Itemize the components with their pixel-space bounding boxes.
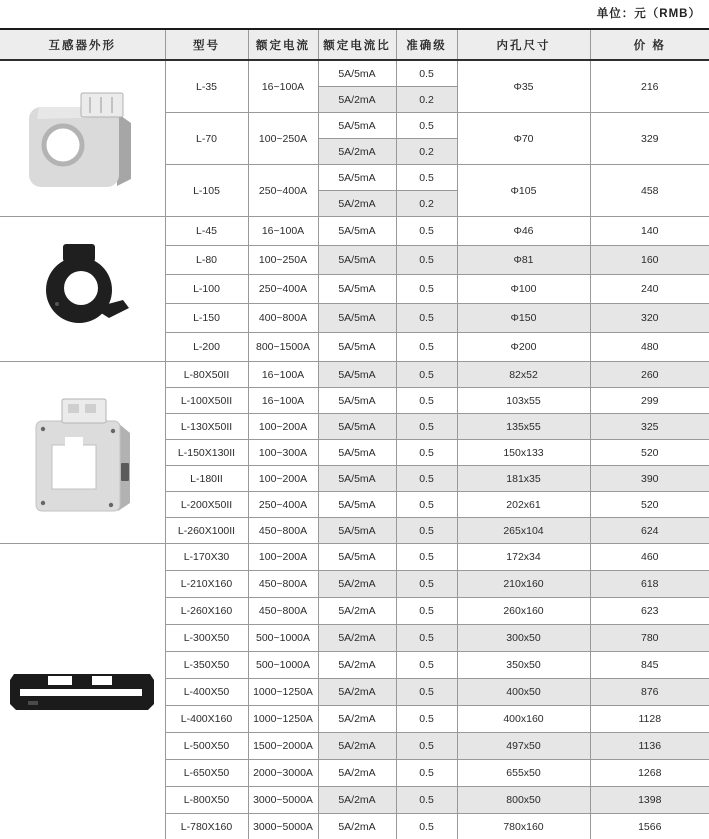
accuracy-cell: 0.5 — [396, 518, 457, 544]
current-cell: 800~1500A — [248, 333, 318, 362]
model-cell: L-210X160 — [165, 571, 248, 598]
bar-ct-image — [8, 660, 156, 722]
accuracy-cell: 0.5 — [396, 414, 457, 440]
accuracy-cell: 0.5 — [396, 814, 457, 839]
price-cell: 845 — [590, 652, 709, 679]
current-cell: 100~250A — [248, 246, 318, 275]
hole-size-cell: 800x50 — [457, 787, 590, 814]
model-cell: L-130X50II — [165, 414, 248, 440]
ratio-cell: 5A/5mA — [318, 333, 396, 362]
col-header-price: 价 格 — [590, 29, 709, 60]
hole-size-cell: 400x50 — [457, 679, 590, 706]
ratio-cell: 5A/5mA — [318, 492, 396, 518]
accuracy-cell: 0.5 — [396, 760, 457, 787]
ratio-cell: 5A/2mA — [318, 814, 396, 839]
current-cell: 100~200A — [248, 544, 318, 571]
model-cell: L-650X50 — [165, 760, 248, 787]
accuracy-cell: 0.5 — [396, 598, 457, 625]
price-cell: 320 — [590, 304, 709, 333]
accuracy-cell: 0.5 — [396, 333, 457, 362]
ratio-cell: 5A/2mA — [318, 87, 396, 113]
ratio-cell: 5A/5mA — [318, 518, 396, 544]
current-cell: 16~100A — [248, 388, 318, 414]
price-cell: 240 — [590, 275, 709, 304]
accuracy-cell: 0.5 — [396, 466, 457, 492]
current-cell: 3000~5000A — [248, 814, 318, 839]
hole-size-cell: Φ100 — [457, 275, 590, 304]
ratio-cell: 5A/2mA — [318, 760, 396, 787]
current-cell: 400~800A — [248, 304, 318, 333]
model-cell: L-350X50 — [165, 652, 248, 679]
current-cell: 3000~5000A — [248, 787, 318, 814]
ratio-cell: 5A/2mA — [318, 679, 396, 706]
ratio-cell: 5A/5mA — [318, 304, 396, 333]
hole-size-cell: Φ35 — [457, 60, 590, 113]
ratio-cell: 5A/5mA — [318, 414, 396, 440]
table-row — [0, 362, 709, 388]
ratio-cell: 5A/5mA — [318, 165, 396, 191]
hole-size-cell: 150x133 — [457, 440, 590, 466]
ratio-cell: 5A/2mA — [318, 571, 396, 598]
ratio-cell: 5A/2mA — [318, 625, 396, 652]
hole-size-cell: 400x160 — [457, 706, 590, 733]
table-row — [0, 544, 709, 571]
hole-size-cell: 82x52 — [457, 362, 590, 388]
price-cell: 460 — [590, 544, 709, 571]
ratio-cell: 5A/5mA — [318, 544, 396, 571]
current-cell: 100~200A — [248, 414, 318, 440]
price-cell: 624 — [590, 518, 709, 544]
hole-size-cell: Φ150 — [457, 304, 590, 333]
model-cell: L-105 — [165, 165, 248, 217]
price-cell: 299 — [590, 388, 709, 414]
price-cell: 1136 — [590, 733, 709, 760]
accuracy-cell: 0.5 — [396, 440, 457, 466]
window-ct-image — [22, 387, 142, 515]
current-cell: 450~800A — [248, 571, 318, 598]
header-row — [0, 29, 709, 60]
hole-size-cell: 103x55 — [457, 388, 590, 414]
current-cell: 100~200A — [248, 466, 318, 492]
model-cell: L-400X160 — [165, 706, 248, 733]
price-cell: 325 — [590, 414, 709, 440]
hole-size-cell: 181x35 — [457, 466, 590, 492]
accuracy-cell: 0.2 — [396, 191, 457, 217]
model-cell: L-200 — [165, 333, 248, 362]
accuracy-cell: 0.2 — [396, 139, 457, 165]
model-cell: L-780X160 — [165, 814, 248, 839]
col-header-rated-current: 额定电流 — [248, 29, 318, 60]
model-cell: L-100X50II — [165, 388, 248, 414]
current-cell: 450~800A — [248, 598, 318, 625]
col-header-hole-size: 内孔尺寸 — [457, 29, 590, 60]
hole-size-cell: 497x50 — [457, 733, 590, 760]
model-cell: L-45 — [165, 217, 248, 246]
price-cell: 390 — [590, 466, 709, 492]
current-cell: 100~250A — [248, 113, 318, 165]
accuracy-cell: 0.2 — [396, 87, 457, 113]
price-cell: 216 — [590, 60, 709, 113]
price-cell: 1128 — [590, 706, 709, 733]
accuracy-cell: 0.5 — [396, 275, 457, 304]
hole-size-cell: 202x61 — [457, 492, 590, 518]
hole-size-cell: Φ105 — [457, 165, 590, 217]
model-cell: L-70 — [165, 113, 248, 165]
price-cell: 1268 — [590, 760, 709, 787]
product-image-ring-ct — [0, 217, 165, 362]
current-cell: 450~800A — [248, 518, 318, 544]
accuracy-cell: 0.5 — [396, 652, 457, 679]
accuracy-cell: 0.5 — [396, 787, 457, 814]
accuracy-cell: 0.5 — [396, 625, 457, 652]
hole-size-cell: Φ46 — [457, 217, 590, 246]
ratio-cell: 5A/5mA — [318, 388, 396, 414]
ratio-cell: 5A/5mA — [318, 466, 396, 492]
ratio-cell: 5A/5mA — [318, 246, 396, 275]
col-header-accuracy-class: 准确级 — [396, 29, 457, 60]
accuracy-cell: 0.5 — [396, 165, 457, 191]
accuracy-cell: 0.5 — [396, 733, 457, 760]
ratio-cell: 5A/2mA — [318, 139, 396, 165]
price-cell: 260 — [590, 362, 709, 388]
table-row — [0, 60, 709, 87]
accuracy-cell: 0.5 — [396, 217, 457, 246]
current-cell: 2000~3000A — [248, 760, 318, 787]
current-cell: 1500~2000A — [248, 733, 318, 760]
hole-size-cell: Φ70 — [457, 113, 590, 165]
accuracy-cell: 0.5 — [396, 571, 457, 598]
model-cell: L-500X50 — [165, 733, 248, 760]
accuracy-cell: 0.5 — [396, 304, 457, 333]
model-cell: L-260X100II — [165, 518, 248, 544]
price-cell: 780 — [590, 625, 709, 652]
price-table — [0, 28, 709, 839]
ratio-cell: 5A/2mA — [318, 652, 396, 679]
price-cell: 520 — [590, 492, 709, 518]
hole-size-cell: 210x160 — [457, 571, 590, 598]
accuracy-cell: 0.5 — [396, 544, 457, 571]
accuracy-cell: 0.5 — [396, 679, 457, 706]
ratio-cell: 5A/2mA — [318, 733, 396, 760]
hole-size-cell: 300x50 — [457, 625, 590, 652]
ratio-cell: 5A/5mA — [318, 440, 396, 466]
product-image-window-ct — [0, 362, 165, 544]
model-cell: L-100 — [165, 275, 248, 304]
current-cell: 500~1000A — [248, 652, 318, 679]
ratio-cell: 5A/2mA — [318, 706, 396, 733]
ratio-cell: 5A/2mA — [318, 191, 396, 217]
ratio-cell: 5A/5mA — [318, 362, 396, 388]
product-image-bar-ct — [0, 544, 165, 839]
model-cell: L-150 — [165, 304, 248, 333]
price-cell: 876 — [590, 679, 709, 706]
current-cell: 500~1000A — [248, 625, 318, 652]
model-cell: L-800X50 — [165, 787, 248, 814]
hole-size-cell: 172x34 — [457, 544, 590, 571]
hole-size-cell: 655x50 — [457, 760, 590, 787]
current-cell: 250~400A — [248, 165, 318, 217]
ratio-cell: 5A/2mA — [318, 787, 396, 814]
price-cell: 520 — [590, 440, 709, 466]
accuracy-cell: 0.5 — [396, 60, 457, 87]
current-cell: 16~100A — [248, 362, 318, 388]
ratio-cell: 5A/5mA — [318, 113, 396, 139]
hole-size-cell: Φ200 — [457, 333, 590, 362]
accuracy-cell: 0.5 — [396, 388, 457, 414]
model-cell: L-35 — [165, 60, 248, 113]
accuracy-cell: 0.5 — [396, 492, 457, 518]
price-cell: 480 — [590, 333, 709, 362]
hole-size-cell: 135x55 — [457, 414, 590, 440]
col-header-model: 型号 — [165, 29, 248, 60]
current-cell: 1000~1250A — [248, 679, 318, 706]
accuracy-cell: 0.5 — [396, 113, 457, 139]
model-cell: L-80X50II — [165, 362, 248, 388]
current-cell: 16~100A — [248, 217, 318, 246]
ratio-cell: 5A/5mA — [318, 217, 396, 246]
current-cell: 250~400A — [248, 492, 318, 518]
model-cell: L-200X50II — [165, 492, 248, 518]
col-header-current-ratio: 额定电流比 — [318, 29, 396, 60]
square-ct-image — [17, 83, 147, 191]
hole-size-cell: Φ81 — [457, 246, 590, 275]
model-cell: L-80 — [165, 246, 248, 275]
product-image-square-ct — [0, 60, 165, 217]
hole-size-cell: 260x160 — [457, 598, 590, 625]
hole-size-cell: 265x104 — [457, 518, 590, 544]
ratio-cell: 5A/5mA — [318, 275, 396, 304]
col-header-appearance: 互感器外形 — [0, 29, 165, 60]
ratio-cell: 5A/2mA — [318, 598, 396, 625]
accuracy-cell: 0.5 — [396, 706, 457, 733]
accuracy-cell: 0.5 — [396, 246, 457, 275]
model-cell: L-170X30 — [165, 544, 248, 571]
model-cell: L-400X50 — [165, 679, 248, 706]
price-cell: 458 — [590, 165, 709, 217]
table-body — [0, 60, 709, 839]
price-cell: 1398 — [590, 787, 709, 814]
price-cell: 140 — [590, 217, 709, 246]
model-cell: L-150X130II — [165, 440, 248, 466]
hole-size-cell: 780x160 — [457, 814, 590, 839]
price-cell: 160 — [590, 246, 709, 275]
model-cell: L-260X160 — [165, 598, 248, 625]
current-cell: 100~300A — [248, 440, 318, 466]
unit-label: 单位：元（RMB） — [596, 8, 701, 20]
price-cell: 618 — [590, 571, 709, 598]
price-cell: 329 — [590, 113, 709, 165]
current-cell: 250~400A — [248, 275, 318, 304]
accuracy-cell: 0.5 — [396, 362, 457, 388]
model-cell: L-180II — [165, 466, 248, 492]
price-cell: 1566 — [590, 814, 709, 839]
hole-size-cell: 350x50 — [457, 652, 590, 679]
ring-ct-image — [27, 238, 137, 338]
current-cell: 1000~1250A — [248, 706, 318, 733]
price-cell: 623 — [590, 598, 709, 625]
model-cell: L-300X50 — [165, 625, 248, 652]
ratio-cell: 5A/5mA — [318, 60, 396, 87]
current-cell: 16~100A — [248, 60, 318, 113]
table-row — [0, 217, 709, 246]
